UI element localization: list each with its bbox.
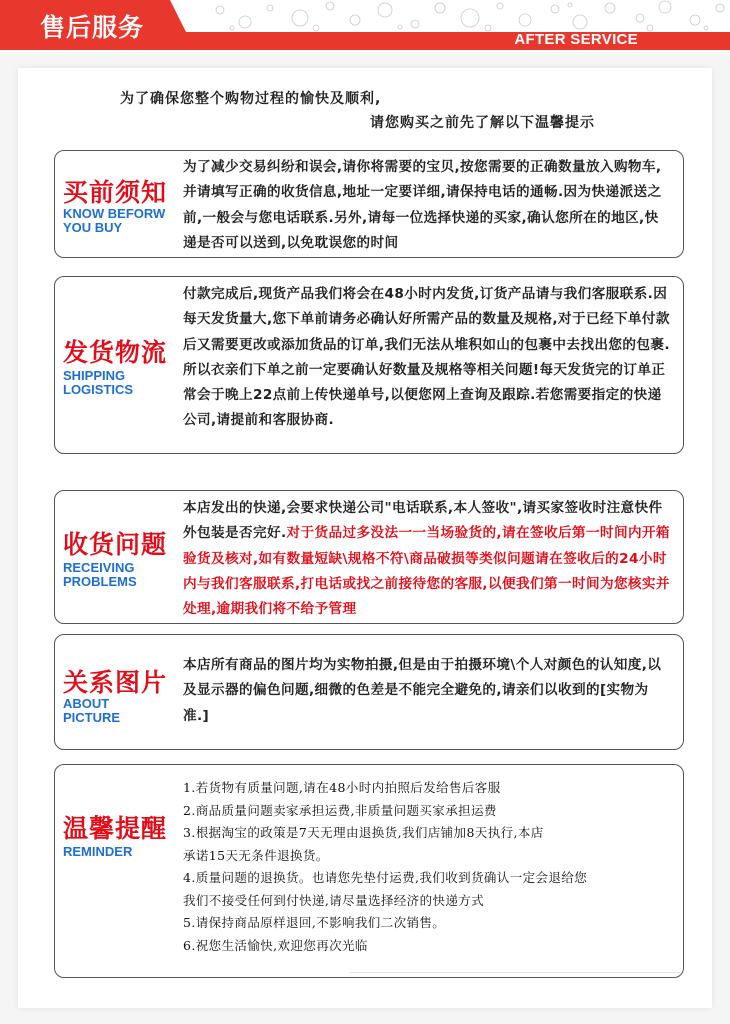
section-heading-cn: 收货问题 (63, 530, 168, 559)
reminder-item: 我们不接受任何到付快递,请尽量选择经济的快递方式 (183, 892, 485, 908)
section-text-warning: 对于货品过多没法一一当场验货的,请在签收后第一时间内开箱验货及核对,如有数量短缺\规格不符\商品破损等类似问题请在签收后的24小时内与我们客服联系,打电话或找之前接待您的客服,以便我们第一时间为您核实并处理,逾期我们将不给予管理 (183, 525, 670, 618)
reminder-item: 3.根据淘宝的政策是7天无理由退换货,我们店铺加8天执行,本店 (183, 825, 544, 840)
section-heading-cn: 关系图片 (63, 668, 168, 697)
section-text (183, 496, 671, 622)
divider (350, 972, 680, 979)
reminder-list (183, 777, 671, 957)
reminder-item: 2.商品质量问题卖家承担运费,非质量问题买家承担运费 (183, 802, 497, 818)
section-reminder (54, 764, 684, 978)
section-heading-cn: 发货物流 (63, 338, 168, 367)
section-heading-en: SHIPPING LOGISTICS (63, 368, 134, 397)
section-text: 为了减少交易纠纷和误会,请你将需要的宝贝,按您需要的正确数量放入购物车,并请填写正确的收货信息,地址一定要详细,请保持电话的通畅.因为快递派送之前,一般会与您电话联系.另外,请每一位选择快递的买家,确认您所在的地区,快递是否可以送到,以免耽误您的时间 (183, 159, 662, 251)
intro-line-1: 为了确保您整个购物过程的愉快及顺利, (120, 91, 382, 107)
section-receiving-problems (54, 490, 684, 624)
section-know-before-you-buy (54, 150, 684, 258)
page-subtitle: AFTER SERVICE (514, 31, 638, 48)
section-about-picture (54, 634, 684, 750)
section-text: 本店所有商品的图片均为实物拍摄,但是由于拍摄环境\个人对颜色的认知度,以及显示器的偏色问题,细微的色差是不能完全避免的,请亲们以收到的[实物为准.] (183, 657, 662, 724)
intro-line-2: 请您购买之前先了解以下温馨提示 (370, 115, 595, 131)
section-heading-en: REMINDER (63, 844, 133, 859)
reminder-item: 1.若货物有质量问题,请在48小时内拍照后发给售后客服 (183, 780, 501, 795)
section-heading-cn: 买前须知 (63, 178, 168, 207)
reminder-item: 6.祝您生活愉快,欢迎您再次光临 (183, 937, 368, 953)
header-banner (0, 0, 730, 52)
section-shipping-logistics (54, 276, 684, 454)
page-title: 售后服务 (40, 13, 145, 42)
section-text: 付款完成后,现货产品我们将会在48小时内发货,订货产品请与我们客服联系.因每天发货量大,您下单前请务必确认好所需产品的数量及规格,对于已经下单付款后又需要更改或添加货品的订单,我们无法从堆积如山的包裹中去找出您的包裹.所以衣亲们下单之前一定要确认好数量及规格等相关问题!每天发货完的订单正常会于晚上22点前上传快递单号,以便您网上查询及跟踪.若您需要指定的快递公司,请提前和客服协商. (183, 286, 670, 429)
reminder-item: 5.请保持商品原样退回,不影响我们二次销售。 (183, 915, 446, 930)
section-heading-cn: 温馨提醒 (63, 814, 168, 843)
reminder-item: 承诺15天无条件退换货。 (183, 847, 329, 863)
section-heading-en: RECEIVING PROBLEMS (63, 560, 137, 589)
section-text-normal: 本店发出的快递,会要求快递公司"电话联系,本人签收",请买家签收时注意快件外包装是否完好. (183, 500, 663, 542)
section-heading-en: KNOW BEFORW YOU BUY (63, 206, 166, 235)
section-heading-en: ABOUT PICTURE (63, 696, 121, 725)
reminder-item: 4.质量问题的退换货。也请您先垫付运费,我们收到货确认一定会退给您 (183, 870, 588, 885)
